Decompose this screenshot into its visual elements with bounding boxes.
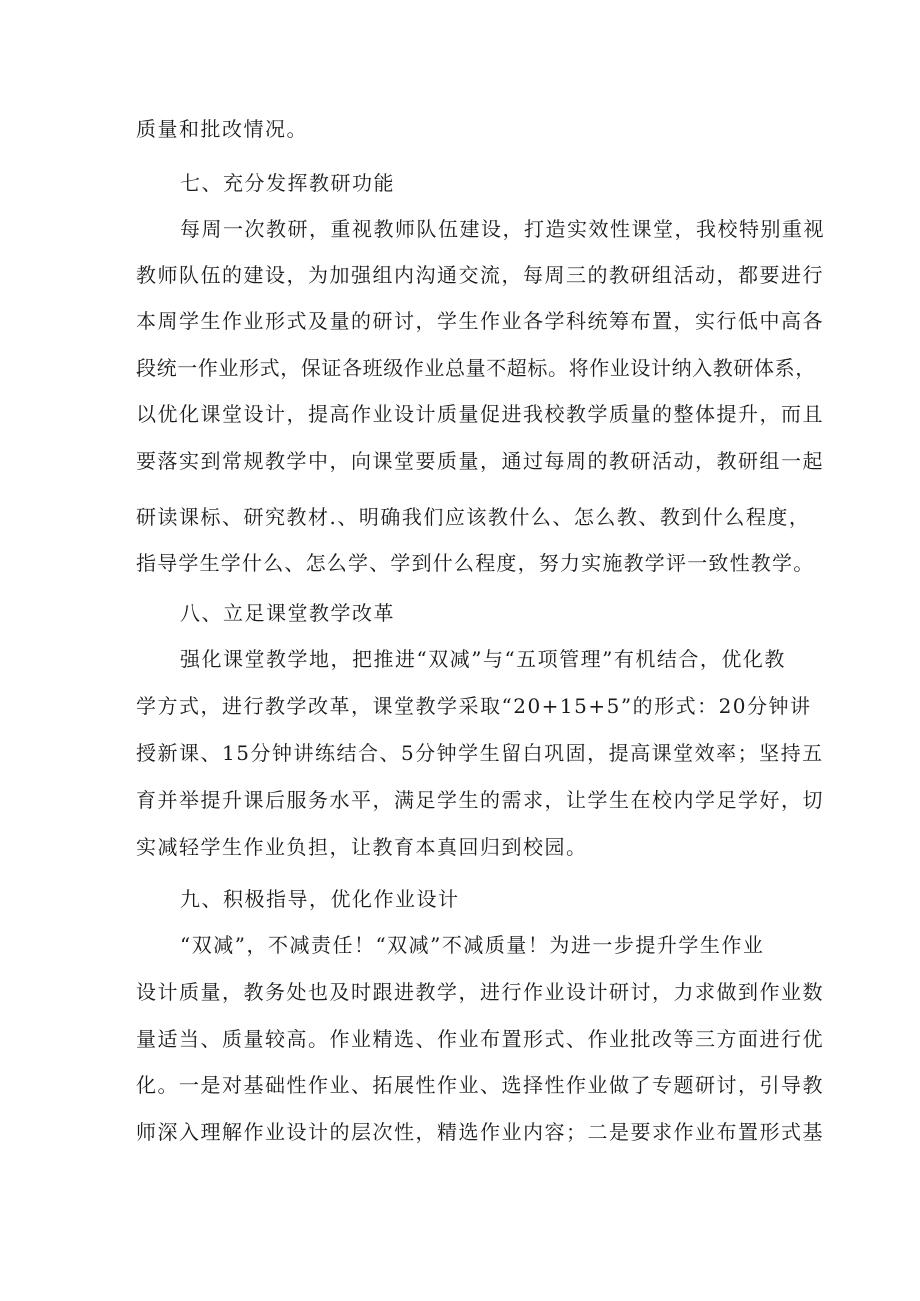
- text-line: 质量和批改情况。: [136, 117, 308, 141]
- section-heading-8: 八、立足课堂教学改革: [180, 601, 395, 625]
- text-line: 要落实到常规教学中，向课堂要质量，通过每周的教研活动，教研组一起: [136, 449, 824, 473]
- text-line: 实减轻学生作业负担，让教育本真回归到校园。: [136, 835, 588, 859]
- text-line: 本周学生作业形式及量的研讨，学生作业各学科统筹布置，实行低中高各: [136, 309, 824, 333]
- text-line: 研读课标、研究教材.、明确我们应该教什么、怎么教、教到什么程度，: [136, 505, 811, 529]
- text-line: 强化课堂教学地，把推进“双减”与“五项管理”有机结合，优化教: [180, 647, 786, 671]
- text-line: 化。一是对基础性作业、拓展性作业、选择性作业做了专题研讨，引导教: [136, 1073, 824, 1097]
- text-line: 段统一作业形式，保证各班级作业总量不超标。将作业设计纳入教研体系，: [136, 356, 816, 380]
- section-heading-9: 九、积极指导，优化作业设计: [180, 887, 460, 911]
- text-line: “双减”，不减责任！“双减”不减质量！为进一步提升学生作业: [180, 933, 765, 957]
- text-line: 以优化课堂设计，提高作业设计质量促进我校教学质量的整体提升，而且: [136, 402, 824, 426]
- text-line: 设计质量，教务处也及时跟进教学，进行作业设计研讨，力求做到作业数: [136, 980, 824, 1004]
- section-heading-7: 七、充分发挥教研功能: [180, 171, 395, 195]
- text-line: 授新课、15分钟讲练结合、5分钟学生留白巩固，提高课堂效率；坚持五: [136, 741, 824, 765]
- text-line: 育并举提升课后服务水平，满足学生的需求，让学生在校内学足学好，切: [136, 788, 824, 812]
- text-line: 师深入理解作业设计的层次性，精选作业内容；二是要求作业布置形式基: [136, 1120, 824, 1144]
- text-line: 量适当、质量较高。作业精选、作业布置形式、作业批改等三方面进行优: [136, 1027, 824, 1051]
- text-line: 每周一次教研，重视教师队伍建设，打造实效性课堂，我校特别重视: [180, 217, 825, 241]
- text-line: 教师队伍的建设，为加强组内沟通交流，每周三的教研组活动，都要进行: [136, 263, 824, 287]
- text-line: 学方式，进行教学改革，课堂教学采取“20+15+5”的形式：20分钟讲: [136, 694, 812, 718]
- text-line: 指导学生学什么、怎么学、学到什么程度，努力实施教学评一致性教学。: [136, 551, 815, 575]
